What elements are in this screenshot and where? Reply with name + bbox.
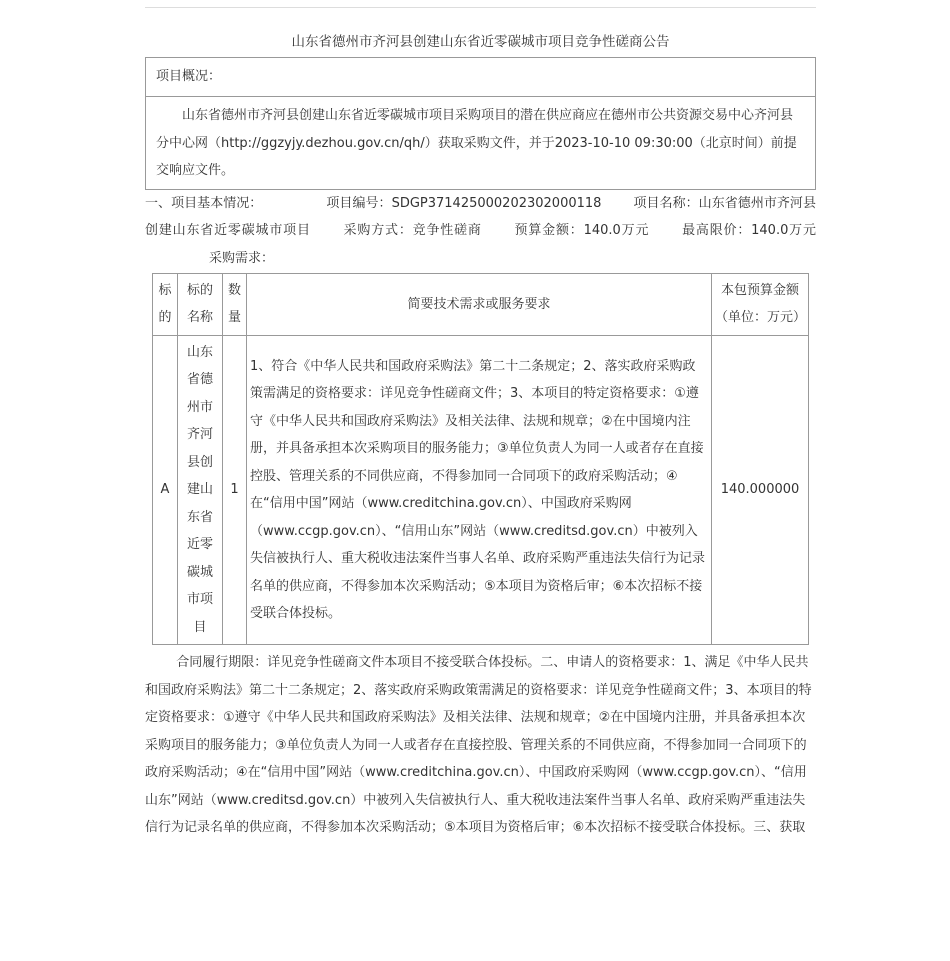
header-budget: 本包预算金额（单位：万元） — [712, 273, 809, 335]
project-number: 项目编号：SDGP371425000202302000118 — [326, 195, 602, 211]
overview-box — [145, 57, 816, 190]
document-page — [145, 0, 816, 842]
cell-requirement: 1、符合《中华人民共和国政府采购法》第二十二条规定；2、落实政府采购政策需满足的资格要求：详见竞争性磋商文件；3、本项目的特定资格要求：①遵守《中华人民共和国政府采购法》及相关法律、法规和规章；②在中国境内注册，并具备承担本次采购项目的服务能力；③单位负责人为同一人或者存在直接控股、管理关系的不同供应商，不得参加同一合同项下的政府采购活动；④在“信用中国”网站（www.creditchina.gov.cn）、中国政府采购网（www.ccgp.gov.cn）、“信用山东”网站（www.creditsd.gov.cn）中被列入失信被执行人、重大税收违法案件当事人名单、政府采购严重违法失信行为记录名单的供应商，不得参加本次采购活动；⑤本项目为资格后审；⑥本次招标不接受联合体投标。 — [247, 335, 712, 645]
requirement-3: 3、本项目的特定资格要求：①遵守《中华人民共和国政府采购法》及相关法律、法规和规章；②在中国境内注册，并具备承担本次采购项目的服务能力；③单位负责人为同一人或者存在直接控股、管理关系的不同供应商，不得参加同一合同项下的政府采购活动；④在“信用中国”网站（www.creditchina.gov.cn）、中国政府采购网（www.ccgp.gov.cn）、“信用山东”网站（www.creditsd.gov.cn）中被列入失信被执行人、重大税收违法案件当事人名单、政府采购严重违法失信行为记录名单的供应商，不得参加本次采购活动；⑤本项目为资格后审；⑥本次招标不接受联合体投标。三、获取 — [145, 682, 812, 836]
header-requirement: 简要技术需求或服务要求 — [247, 273, 712, 335]
consortium-note: 本项目不接受联合体投标。二、申请人的资格要求： — [384, 655, 684, 671]
top-divider — [145, 0, 816, 8]
cell-qty: 1 — [223, 335, 247, 645]
basic-heading: 一、项目基本情况： — [145, 195, 263, 211]
contract-period: 合同履行期限：详见竞争性磋商文件 — [176, 655, 385, 671]
requirement-1: 1、满足《中华人民共和国政府采购法》第二十二条规定； — [145, 655, 809, 698]
header-name: 标的名称 — [178, 273, 223, 335]
overview-heading: 项目概况： — [146, 58, 815, 97]
header-qty: 数量 — [223, 273, 247, 335]
table-row — [153, 335, 809, 645]
cell-lot: A — [153, 335, 178, 645]
requirements-table — [152, 273, 809, 646]
project-name: 项目名称：山东省德州市齐河县创建山东省近零碳城市项目 — [145, 195, 816, 239]
procurement-method: 采购方式：竞争性磋商 — [342, 223, 482, 239]
budget-amount: 预算金额：140.0万元 — [513, 223, 650, 239]
cell-name: 山东省德州市齐河县创建山东省近零碳城市项目 — [178, 335, 223, 645]
header-lot: 标的 — [153, 273, 178, 335]
table-header-row — [153, 273, 809, 335]
overview-body: 山东省德州市齐河县创建山东省近零碳城市项目采购项目的潜在供应商应在德州市公共资源交易中心齐河县分中心网（http://ggzyjy.dezhou.gov.cn/qh/）获取采购文件，并于2023-10-10 09:30:00（北京时间）前提交响应文件。 — [156, 108, 797, 178]
basic-info — [145, 190, 816, 273]
page-title: 山东省德州市齐河县创建山东省近零碳城市项目竞争性磋商公告 — [291, 34, 670, 50]
max-price: 最高限价：140.0万元 — [681, 223, 816, 239]
qualification-section — [145, 649, 816, 842]
requirement-2: 2、落实政府采购政策需满足的资格要求：详见竞争性磋商文件； — [353, 682, 726, 698]
cell-budget: 140.000000 — [712, 335, 809, 645]
demand-label: 采购需求： — [209, 251, 275, 267]
